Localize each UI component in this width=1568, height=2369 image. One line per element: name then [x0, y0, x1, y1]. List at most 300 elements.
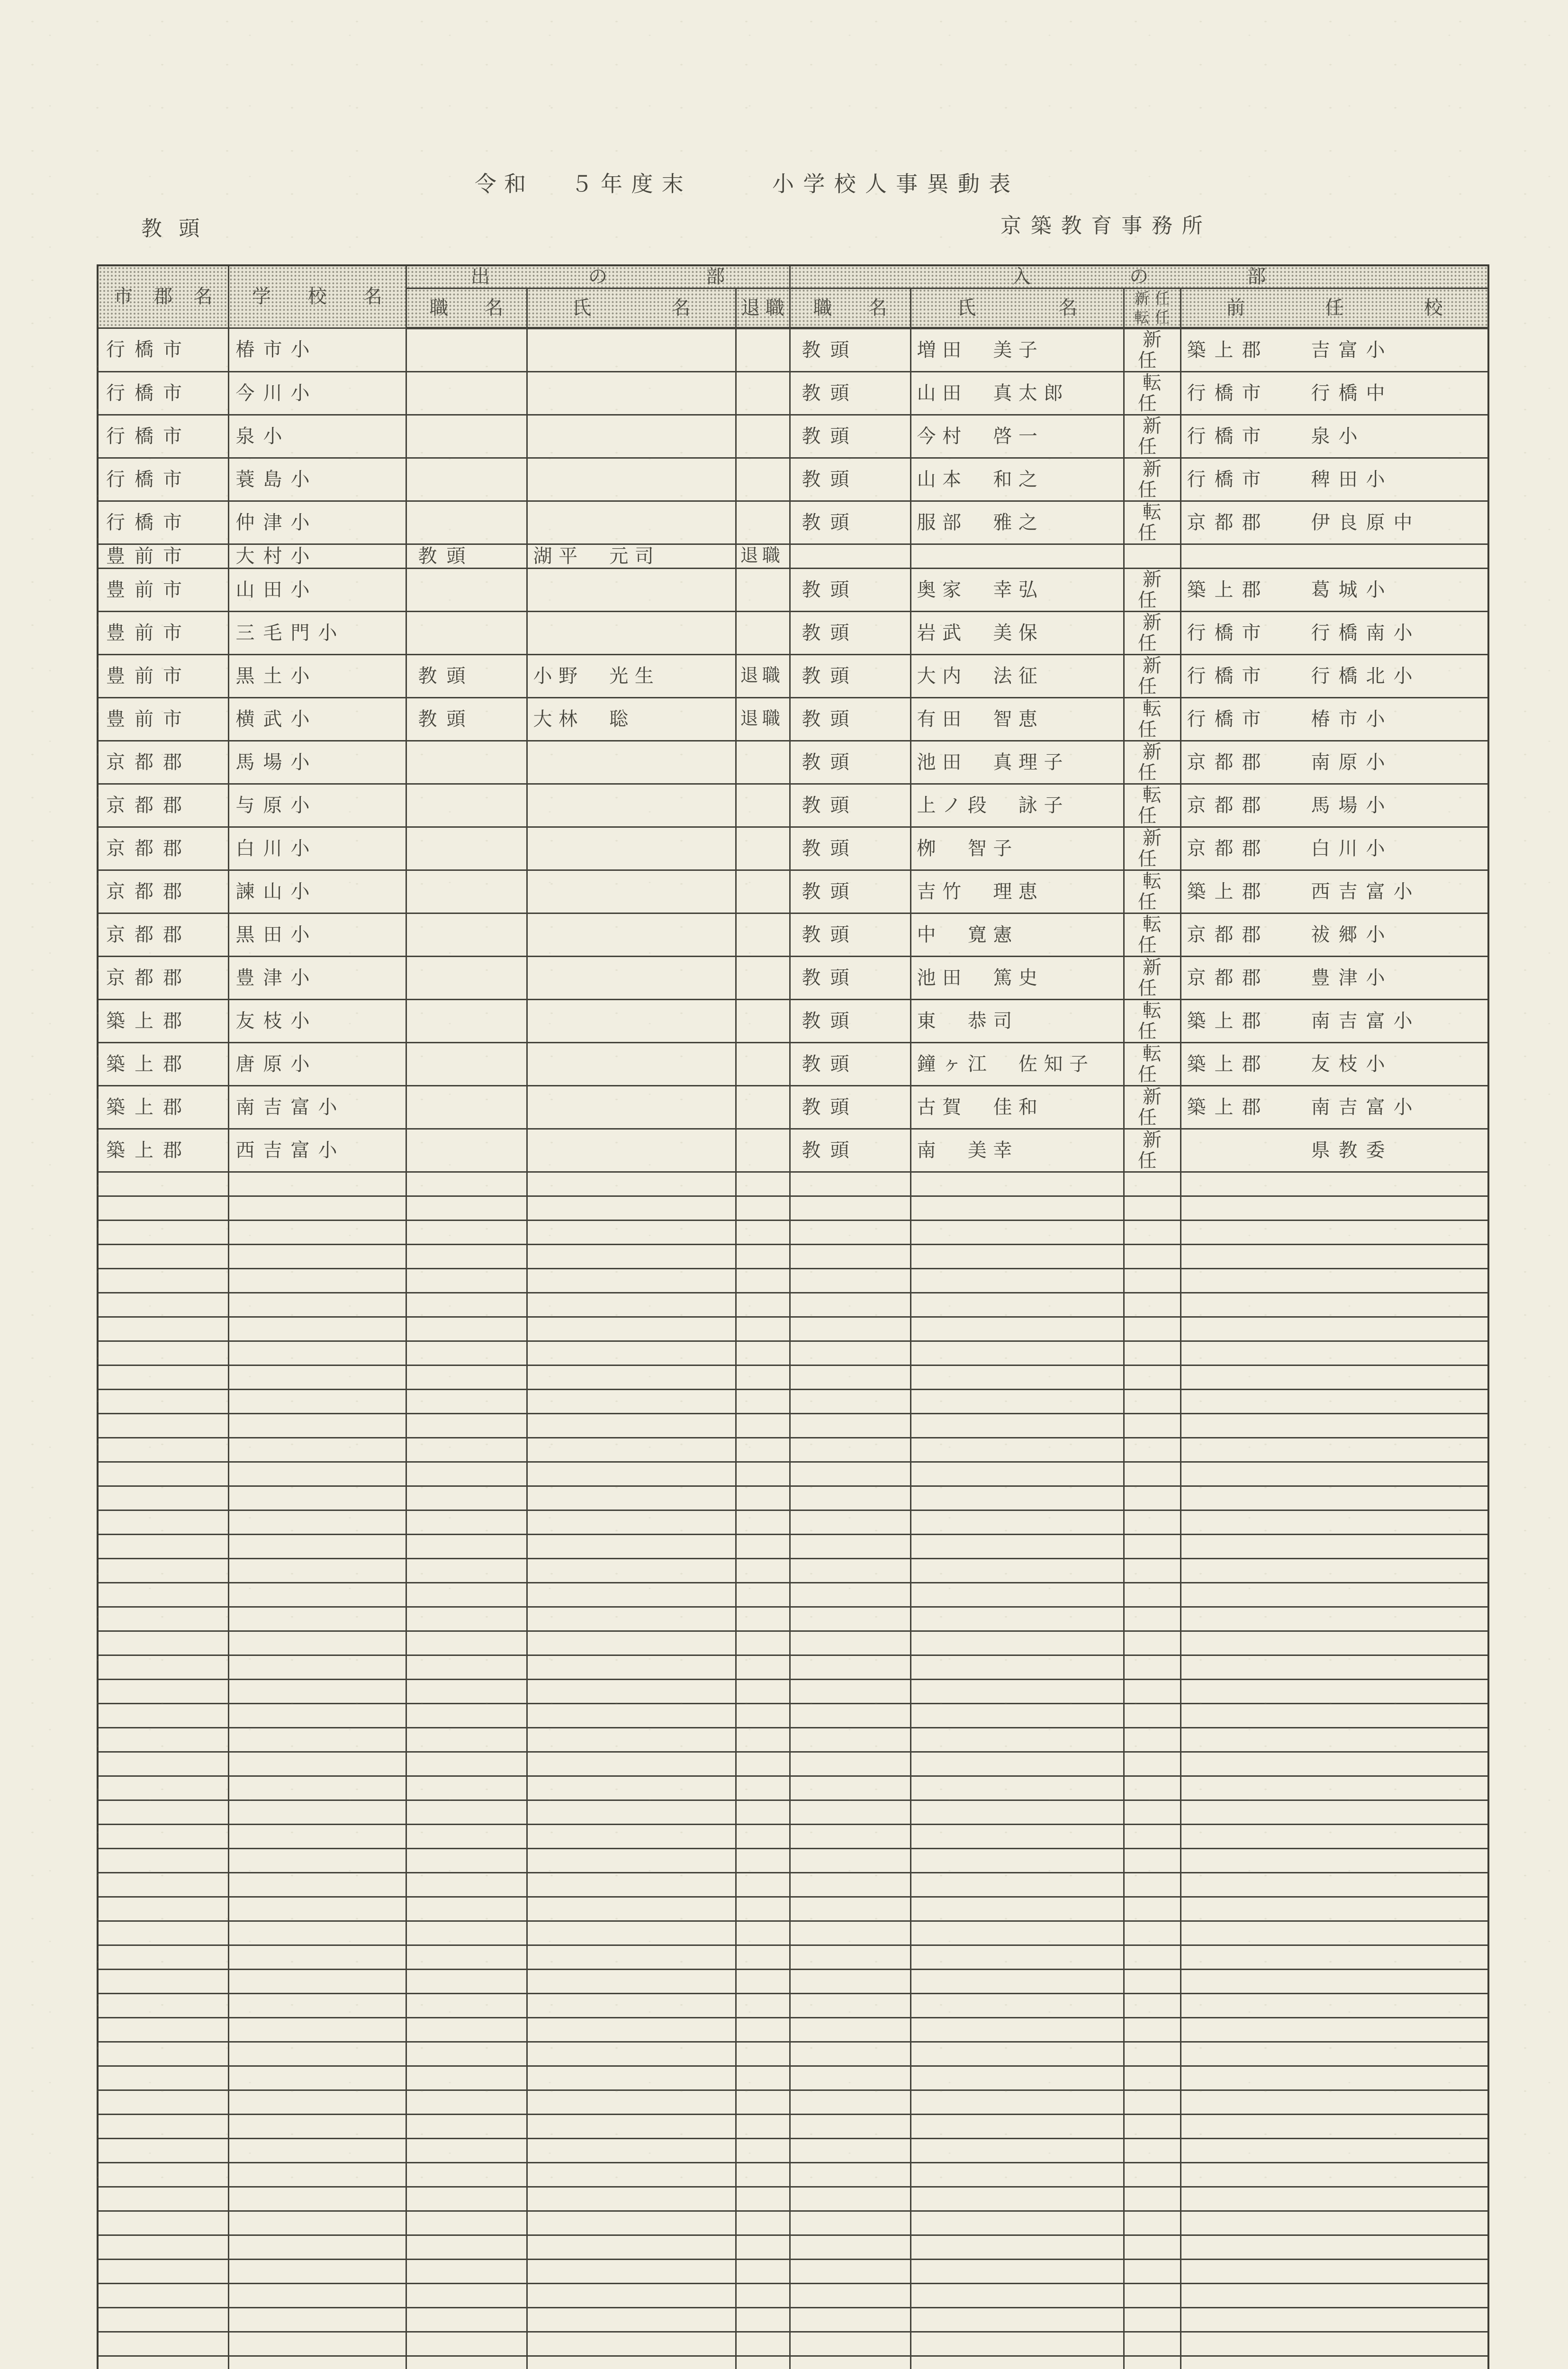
cell-out_name	[527, 1389, 736, 1413]
cell-in_role	[790, 1800, 910, 1824]
cell-out_retire	[736, 1824, 790, 1848]
cell-in_role: 教頭	[790, 415, 910, 458]
cell-in_role: 教頭	[790, 501, 910, 544]
cell-out_role	[406, 1969, 527, 1993]
cell-in_status	[1124, 1341, 1181, 1365]
cell-out_role	[406, 2283, 527, 2307]
cell-in_status: 新任	[1124, 1085, 1181, 1129]
cell-out_retire	[736, 2332, 790, 2356]
cell-out_name	[527, 328, 736, 371]
cell-city	[98, 2138, 228, 2162]
cell-school	[228, 1824, 406, 1848]
cell-school	[228, 2307, 406, 2332]
cell-out_name	[527, 1993, 736, 2017]
cell-in_name	[910, 2138, 1124, 2162]
cell-out_retire: 退職	[736, 544, 790, 568]
cell-in_name	[910, 2235, 1124, 2259]
cell-out_retire	[736, 1776, 790, 1800]
prev-school: 豊津小	[1311, 967, 1394, 988]
cell-out_retire	[736, 1872, 790, 1897]
empty-row	[98, 1317, 1488, 1341]
empty-row	[98, 2307, 1488, 2332]
cell-in_name	[910, 2356, 1124, 2369]
cell-out_retire	[736, 1085, 790, 1129]
cell-prev	[1181, 1993, 1488, 2017]
cell-in_status	[1124, 1921, 1181, 1945]
prev-school: 葛城小	[1311, 579, 1394, 600]
header-city	[98, 265, 228, 328]
cell-in_role	[790, 1679, 910, 1703]
cell-out_role	[406, 2235, 527, 2259]
cell-in_role	[790, 1534, 910, 1558]
cell-city	[98, 1703, 228, 1727]
cell-in_role: 教頭	[790, 697, 910, 741]
prev-school: 行橋南小	[1311, 622, 1421, 643]
page-title: 小学校人事異動表	[772, 172, 1020, 196]
cell-school	[228, 1872, 406, 1897]
cell-in_status	[1124, 2090, 1181, 2114]
cell-prev	[1181, 1129, 1488, 1172]
cell-prev	[1181, 1486, 1488, 1510]
prev-county: 京都郡	[1187, 837, 1270, 859]
cell-in_status	[1124, 1196, 1181, 1220]
cell-in_name	[910, 1365, 1124, 1389]
prev-county: 築上郡	[1187, 339, 1270, 361]
cell-out_role	[406, 2042, 527, 2066]
cell-out_retire	[736, 1582, 790, 1607]
cell-out_retire	[736, 2259, 790, 2283]
cell-prev	[1181, 328, 1488, 371]
cell-in_name: 有田 智恵	[910, 697, 1124, 741]
cell-school: 椿市小	[228, 328, 406, 371]
cell-in_name	[910, 1776, 1124, 1800]
cell-in_status	[1124, 2042, 1181, 2066]
cell-city	[98, 1317, 228, 1341]
cell-in_role	[790, 1631, 910, 1655]
cell-in_role	[790, 2017, 910, 2042]
cell-city	[98, 2235, 228, 2259]
header-char: 学	[252, 286, 271, 307]
cell-prev	[1181, 654, 1488, 697]
cell-out_name: 湖平 元司	[527, 544, 736, 568]
cell-school: 唐原小	[228, 1042, 406, 1085]
header-out-role	[406, 288, 527, 328]
cell-out_name	[527, 1582, 736, 1607]
cell-school	[228, 1486, 406, 1510]
cell-city	[98, 1341, 228, 1365]
cell-in_status	[1124, 2017, 1181, 2042]
cell-out_role: 教頭	[406, 654, 527, 697]
header-status-new: 新任	[1134, 289, 1175, 307]
cell-in_name	[910, 544, 1124, 568]
cell-in_name: 吉竹 理恵	[910, 870, 1124, 913]
cell-in_role	[790, 1558, 910, 1582]
prev-school: 行橋中	[1311, 382, 1394, 404]
cell-prev	[1181, 1558, 1488, 1582]
cell-in_name: 大内 法征	[910, 654, 1124, 697]
cell-school	[228, 1752, 406, 1776]
cell-in_role	[790, 2114, 910, 2138]
cell-in_status: 新任	[1124, 328, 1181, 371]
cell-city	[98, 1776, 228, 1800]
cell-in_status: 新任	[1124, 654, 1181, 697]
cell-out_name: 大林 聡	[527, 697, 736, 741]
cell-prev	[1181, 1607, 1488, 1631]
cell-city	[98, 1365, 228, 1389]
header-char: 名	[193, 286, 213, 307]
table-row	[98, 827, 1488, 870]
cell-in_status	[1124, 2138, 1181, 2162]
cell-prev	[1181, 2283, 1488, 2307]
cell-prev	[1181, 1921, 1488, 1945]
cell-in_status	[1124, 1558, 1181, 1582]
cell-in_name: 奥家 幸弘	[910, 568, 1124, 611]
empty-row	[98, 1921, 1488, 1945]
cell-in_role	[790, 2283, 910, 2307]
cell-out_role	[406, 2211, 527, 2235]
cell-out_role: 教頭	[406, 697, 527, 741]
cell-in_name: 上ノ段 詠子	[910, 784, 1124, 827]
cell-out_retire	[736, 458, 790, 501]
cell-in_status	[1124, 1703, 1181, 1727]
cell-prev	[1181, 1042, 1488, 1085]
cell-in_role	[790, 2187, 910, 2211]
table-row	[98, 913, 1488, 956]
header-in-status	[1124, 288, 1181, 328]
cell-out_retire	[736, 1438, 790, 1462]
cell-school	[228, 1196, 406, 1220]
empty-row	[98, 1631, 1488, 1655]
cell-out_retire	[736, 1462, 790, 1486]
cell-prev	[1181, 2042, 1488, 2066]
empty-row	[98, 1534, 1488, 1558]
cell-city	[98, 2211, 228, 2235]
cell-out_retire	[736, 2235, 790, 2259]
cell-in_status	[1124, 2066, 1181, 2090]
cell-city: 豊前市	[98, 544, 228, 568]
cell-out_retire	[736, 1969, 790, 1993]
cell-prev	[1181, 2259, 1488, 2283]
cell-in_name	[910, 2042, 1124, 2066]
empty-row	[98, 1341, 1488, 1365]
cell-prev	[1181, 415, 1488, 458]
header-char: 市	[114, 286, 133, 307]
cell-in_role	[790, 2066, 910, 2090]
cell-out_retire	[736, 2138, 790, 2162]
cell-out_role	[406, 1462, 527, 1486]
cell-prev	[1181, 1389, 1488, 1413]
cell-out_role	[406, 2187, 527, 2211]
cell-out_role	[406, 1341, 527, 1365]
cell-out_retire	[736, 1752, 790, 1776]
cell-out_retire	[736, 1389, 790, 1413]
cell-out_retire	[736, 1655, 790, 1679]
cell-city: 行橋市	[98, 458, 228, 501]
cell-in_name	[910, 1848, 1124, 1872]
cell-out_role	[406, 2259, 527, 2283]
cell-in_status	[1124, 2114, 1181, 2138]
cell-in_role	[790, 1510, 910, 1534]
cell-out_retire	[736, 1897, 790, 1921]
cell-out_name	[527, 1510, 736, 1534]
cell-city: 豊前市	[98, 697, 228, 741]
cell-city: 京都郡	[98, 956, 228, 999]
header-out-name	[527, 288, 736, 328]
cell-school	[228, 1776, 406, 1800]
cell-in_status	[1124, 2283, 1181, 2307]
cell-in_name	[910, 2259, 1124, 2283]
empty-row	[98, 1486, 1488, 1510]
cell-prev	[1181, 870, 1488, 913]
cell-in_role: 教頭	[790, 1042, 910, 1085]
cell-out_name	[527, 741, 736, 784]
cell-in_role: 教頭	[790, 1129, 910, 1172]
cell-city	[98, 1220, 228, 1244]
cell-out_retire	[736, 1510, 790, 1534]
cell-city	[98, 1727, 228, 1752]
cell-out_retire	[736, 1413, 790, 1438]
table-row	[98, 654, 1488, 697]
table-row	[98, 611, 1488, 654]
cell-out_retire	[736, 1172, 790, 1196]
cell-school	[228, 1945, 406, 1969]
group-header-row	[98, 265, 1488, 288]
cell-prev	[1181, 2235, 1488, 2259]
cell-out_retire	[736, 1486, 790, 1510]
cell-in_name	[910, 2187, 1124, 2211]
cell-prev	[1181, 827, 1488, 870]
cell-out_name	[527, 1631, 736, 1655]
cell-prev	[1181, 544, 1488, 568]
empty-row	[98, 2332, 1488, 2356]
cell-out_role	[406, 1413, 527, 1438]
cell-in_status	[1124, 2332, 1181, 2356]
cell-school	[228, 2187, 406, 2211]
cell-in_role: 教頭	[790, 458, 910, 501]
cell-out_retire	[736, 2066, 790, 2090]
empty-row	[98, 1776, 1488, 1800]
cell-in_status: 新任	[1124, 827, 1181, 870]
cell-city	[98, 1558, 228, 1582]
empty-row	[98, 2090, 1488, 2114]
cell-in_name: 中 寛憲	[910, 913, 1124, 956]
cell-in_status	[1124, 1607, 1181, 1631]
cell-prev	[1181, 1085, 1488, 1129]
cell-in_name: 山田 真太郎	[910, 371, 1124, 415]
header-char: 前	[1226, 297, 1245, 318]
cell-out_name	[527, 1969, 736, 1993]
cell-out_retire	[736, 2187, 790, 2211]
header-char: 退	[741, 297, 760, 318]
cell-in_role: 教頭	[790, 568, 910, 611]
cell-in_status: 新任	[1124, 458, 1181, 501]
cell-out_retire	[736, 1679, 790, 1703]
cell-in_name: 鐘ヶ江 佐知子	[910, 1042, 1124, 1085]
empty-row	[98, 1872, 1488, 1897]
cell-out_role	[406, 1824, 527, 1848]
cell-in_status	[1124, 1534, 1181, 1558]
cell-city	[98, 1196, 228, 1220]
cell-in_name	[910, 1244, 1124, 1268]
cell-school	[228, 2259, 406, 2283]
cell-in_role: 教頭	[790, 611, 910, 654]
cell-prev	[1181, 1462, 1488, 1486]
cell-in_status	[1124, 1679, 1181, 1703]
prev-county: 行橋市	[1187, 425, 1270, 447]
cell-in_role: 教頭	[790, 328, 910, 371]
cell-in_role	[790, 1293, 910, 1317]
cell-prev	[1181, 1897, 1488, 1921]
cell-out_retire	[736, 1607, 790, 1631]
cell-prev	[1181, 1196, 1488, 1220]
cell-in_status	[1124, 1631, 1181, 1655]
cell-school	[228, 1558, 406, 1582]
cell-school	[228, 1631, 406, 1655]
cell-city	[98, 2042, 228, 2066]
empty-row	[98, 2235, 1488, 2259]
cell-in_status	[1124, 1268, 1181, 1293]
cell-in_role	[790, 1921, 910, 1945]
empty-row	[98, 1510, 1488, 1534]
cell-out_retire	[736, 2356, 790, 2369]
cell-out_name	[527, 1196, 736, 1220]
cell-out_name	[527, 1945, 736, 1969]
table-row	[98, 501, 1488, 544]
cell-out_name	[527, 1800, 736, 1824]
cell-prev	[1181, 741, 1488, 784]
cell-prev	[1181, 1534, 1488, 1558]
cell-out_retire: 退職	[736, 697, 790, 741]
cell-out_role	[406, 2114, 527, 2138]
cell-out_role	[406, 870, 527, 913]
cell-in_role	[790, 2162, 910, 2187]
cell-city	[98, 1800, 228, 1824]
cell-out_role	[406, 458, 527, 501]
cell-out_name	[527, 1268, 736, 1293]
cell-in_role	[790, 1172, 910, 1196]
cell-city	[98, 1462, 228, 1486]
cell-in_role	[790, 2259, 910, 2283]
header-char: 出	[471, 266, 490, 288]
cell-out_name	[527, 568, 736, 611]
cell-out_name	[527, 611, 736, 654]
cell-prev	[1181, 2211, 1488, 2235]
cell-out_retire	[736, 2042, 790, 2066]
empty-row	[98, 2187, 1488, 2211]
cell-out_name	[527, 1413, 736, 1438]
cell-out_role	[406, 1800, 527, 1824]
cell-prev	[1181, 1293, 1488, 1317]
prev-county: 行橋市	[1187, 468, 1270, 490]
cell-out_name	[527, 870, 736, 913]
cell-in_name: 東 恭司	[910, 999, 1124, 1042]
prev-county: 行橋市	[1187, 665, 1270, 687]
cell-out_role	[406, 1085, 527, 1129]
header-char: 職	[813, 297, 832, 318]
cell-prev	[1181, 2114, 1488, 2138]
cell-city: 豊前市	[98, 568, 228, 611]
cell-school: 山田小	[228, 568, 406, 611]
cell-in_status	[1124, 1655, 1181, 1679]
cell-in_role	[790, 2332, 910, 2356]
cell-prev	[1181, 1872, 1488, 1897]
cell-in_status	[1124, 544, 1181, 568]
cell-in_role	[790, 1776, 910, 1800]
cell-in_status	[1124, 1945, 1181, 1969]
cell-in_status	[1124, 2259, 1181, 2283]
cell-in_name: 服部 雅之	[910, 501, 1124, 544]
cell-out_retire	[736, 1534, 790, 1558]
cell-in_status	[1124, 1365, 1181, 1389]
table-row	[98, 371, 1488, 415]
cell-in_name	[910, 1993, 1124, 2017]
cell-out_role	[406, 2090, 527, 2114]
cell-in_name	[910, 1655, 1124, 1679]
cell-city	[98, 1655, 228, 1679]
cell-city	[98, 2332, 228, 2356]
cell-in_status	[1124, 1727, 1181, 1752]
prev-county: 京都郡	[1187, 923, 1270, 945]
cell-out_name	[527, 956, 736, 999]
cell-out_role: 教頭	[406, 544, 527, 568]
cell-out_role	[406, 784, 527, 827]
cell-in_name	[910, 1558, 1124, 1582]
cell-out_name	[527, 1293, 736, 1317]
cell-in_name	[910, 2307, 1124, 2332]
cell-out_role	[406, 1945, 527, 1969]
cell-out_retire	[736, 999, 790, 1042]
cell-in_role	[790, 1438, 910, 1462]
cell-city	[98, 1172, 228, 1196]
cell-out_retire	[736, 956, 790, 999]
cell-in_name	[910, 1921, 1124, 1945]
cell-prev	[1181, 1969, 1488, 1993]
cell-city	[98, 1438, 228, 1462]
cell-in_status	[1124, 1824, 1181, 1848]
cell-out_role	[406, 501, 527, 544]
cell-school	[228, 1921, 406, 1945]
header-char: 職	[765, 297, 784, 318]
cell-city	[98, 1897, 228, 1921]
role-label: 教頭	[141, 217, 216, 240]
cell-in_role	[790, 1655, 910, 1679]
cell-school	[228, 2356, 406, 2369]
cell-out_retire	[736, 1129, 790, 1172]
cell-in_status	[1124, 1486, 1181, 1510]
cell-prev	[1181, 1679, 1488, 1703]
header-char: 氏	[572, 297, 591, 318]
prev-county: 京都郡	[1187, 967, 1270, 988]
empty-row	[98, 2211, 1488, 2235]
cell-prev	[1181, 1365, 1488, 1389]
cell-out_name	[527, 501, 736, 544]
cell-out_name	[527, 2235, 736, 2259]
cell-in_status: 新任	[1124, 415, 1181, 458]
cell-in_name	[910, 1824, 1124, 1848]
cell-prev	[1181, 913, 1488, 956]
empty-row	[98, 1582, 1488, 1607]
empty-row	[98, 1268, 1488, 1293]
cell-out_role	[406, 1655, 527, 1679]
cell-school	[228, 2042, 406, 2066]
cell-out_retire	[736, 371, 790, 415]
header-in-role	[790, 288, 910, 328]
cell-prev	[1181, 2162, 1488, 2187]
cell-in_role	[790, 2042, 910, 2066]
cell-in_name	[910, 1196, 1124, 1220]
cell-in_status	[1124, 1897, 1181, 1921]
cell-school	[228, 1341, 406, 1365]
